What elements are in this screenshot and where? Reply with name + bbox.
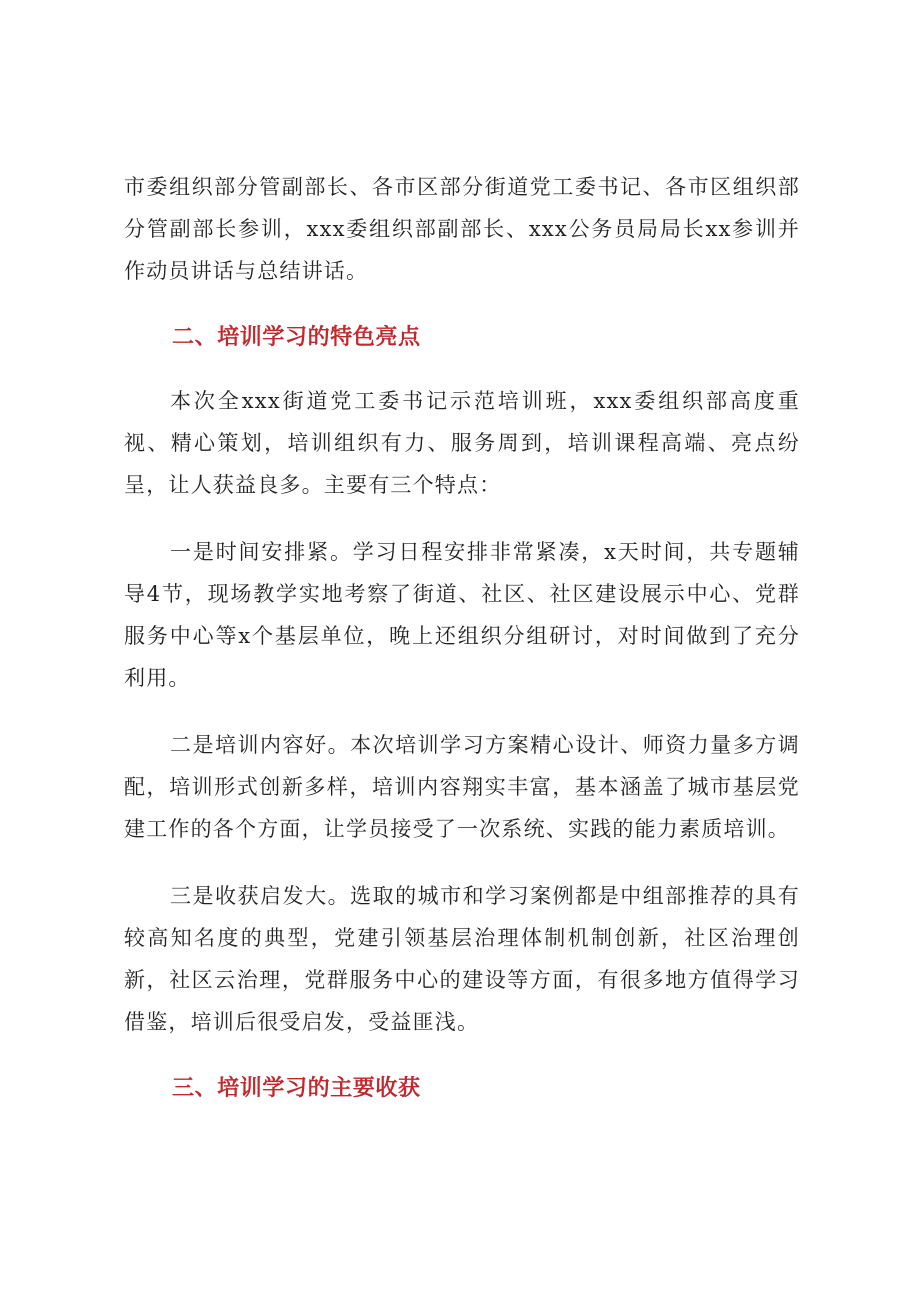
highlight-point-schedule: 一是时间安排紧。学习日程安排非常紧凑，x天时间，共专题辅导4节，现场教学实地考察了街道、社区、社区建设展示中心、党群服务中心等x个基层单位，晚上还组织分组研讨，对时间做到了充分利用。	[124, 540, 800, 690]
highlight-point-content: 二是培训内容好。本次培训学习方案精心设计、师资力量多方调配，培训形式创新多样，培训内容翔实丰富，基本涵盖了城市基层党建工作的各个方面，让学员接受了一次系统、实践的能力素质培训。	[124, 733, 800, 841]
highlights-intro-paragraph: 本次全xxx街道党工委书记示范培训班，xxx委组织部高度重视、精心策划，培训组织有力、服务周到，培训课程高端、亮点纷呈，让人获益良多。主要有三个特点：	[124, 389, 800, 497]
document-body	[124, 166, 800, 1131]
section-heading-main-gains: 三、培训学习的主要收获	[172, 1076, 421, 1101]
intro-paragraph: 市委组织部分管副部长、各市区部分街道党工委书记、各市区组织部分管副部长参训，xxx委组织部副部长、xxx公务员局局长xx参训并作动员讲话与总结讲话。	[124, 175, 800, 283]
section-heading-highlights: 二、培训学习的特色亮点	[172, 325, 421, 350]
highlight-point-gains: 三是收获启发大。选取的城市和学习案例都是中组部推荐的具有较高知名度的典型，党建引领基层治理体制机制创新，社区治理创新，社区云治理，党群服务中心的建设等方面，有很多地方值得学习借鉴，培训后很受启发，受益匪浅。	[124, 884, 800, 1034]
